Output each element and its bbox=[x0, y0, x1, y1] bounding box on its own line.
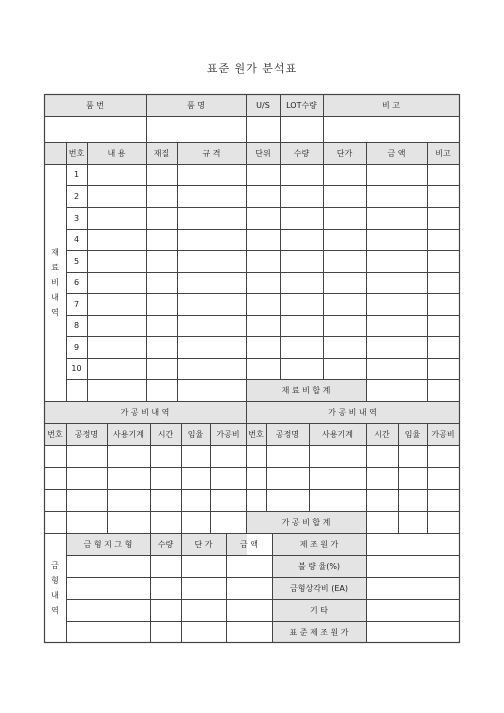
mold-section-label: 금 형 내 역 bbox=[51, 561, 59, 615]
material-col-material: 재질 bbox=[153, 148, 170, 158]
header-us: U/S bbox=[256, 100, 270, 110]
material-row-number: 7 bbox=[73, 299, 80, 309]
material-row-number: 9 bbox=[73, 342, 80, 352]
material-row-number: 1 bbox=[73, 170, 80, 179]
processing-title-right: 가 공 비 내 역 bbox=[328, 407, 377, 417]
mold-col-price: 단 가 bbox=[194, 539, 213, 549]
material-section-label: 재 료 비 내 역 bbox=[51, 248, 59, 317]
processing-right-col-no: 번호 bbox=[248, 429, 264, 439]
processing-right-col-machine: 사용기계 bbox=[322, 429, 353, 439]
processing-left-col-rate: 임율 bbox=[187, 429, 204, 439]
mold-col-amount: 금 액 bbox=[240, 539, 258, 549]
processing-left-col-machine: 사용기계 bbox=[113, 429, 144, 439]
processing-left-col-process: 공정명 bbox=[74, 429, 99, 439]
processing-title-left: 가 공 비 내 역 bbox=[120, 407, 170, 417]
material-col-price: 단가 bbox=[336, 148, 353, 158]
header-item-no: 품 번 bbox=[86, 100, 104, 110]
summary-mold-depreciation: 금형상각비 (EA) bbox=[290, 583, 348, 593]
material-row-number: 10 bbox=[71, 364, 82, 373]
material-row-number: 3 bbox=[73, 213, 80, 223]
material-col-amount: 금 액 bbox=[387, 148, 406, 158]
mold-col-qty: 수량 bbox=[157, 539, 174, 549]
processing-left-col-cost: 가공비 bbox=[216, 429, 240, 439]
processing-right-col-cost: 가공비 bbox=[431, 429, 455, 439]
processing-left-col-no: 번호 bbox=[47, 429, 63, 439]
summary-other: 기 타 bbox=[310, 605, 328, 615]
header-remarks: 비 고 bbox=[382, 100, 400, 110]
processing-right-col-process: 공정명 bbox=[275, 429, 300, 439]
processing-left-col-time: 시간 bbox=[157, 429, 174, 439]
material-col-qty: 수량 bbox=[293, 148, 310, 158]
material-row-number: 5 bbox=[73, 256, 80, 266]
processing-right-col-rate: 임율 bbox=[404, 429, 421, 439]
material-total-label: 재 료 비 합 계 bbox=[281, 385, 331, 395]
summary-standard-cost: 표 준 제 조 원 가 bbox=[289, 627, 349, 637]
material-col-no: 번호 bbox=[68, 148, 85, 158]
material-row-number: 2 bbox=[73, 191, 80, 201]
header-lot-qty: LOT수량 bbox=[286, 100, 317, 110]
material-col-spec: 규 격 bbox=[202, 148, 221, 158]
material-row-number: 6 bbox=[73, 278, 80, 287]
page-title: 표준 원가 분석표 bbox=[206, 62, 298, 75]
processing-right-col-time: 시간 bbox=[374, 429, 390, 439]
material-col-remarks: 비고 bbox=[435, 148, 451, 158]
mold-col-jig: 금 형 지 그 형 bbox=[83, 539, 133, 549]
material-col-unit: 단위 bbox=[255, 148, 271, 158]
summary-defect-rate: 불 량 율(%) bbox=[297, 561, 341, 571]
material-row-number: 4 bbox=[73, 235, 80, 244]
processing-total-label: 가 공 비 합 계 bbox=[281, 517, 331, 527]
material-col-content: 내 용 bbox=[107, 148, 126, 158]
summary-manufacturing-cost: 제 조 원 가 bbox=[299, 539, 339, 549]
header-item-name: 품 명 bbox=[187, 100, 205, 110]
material-row-number: 8 bbox=[73, 321, 80, 330]
